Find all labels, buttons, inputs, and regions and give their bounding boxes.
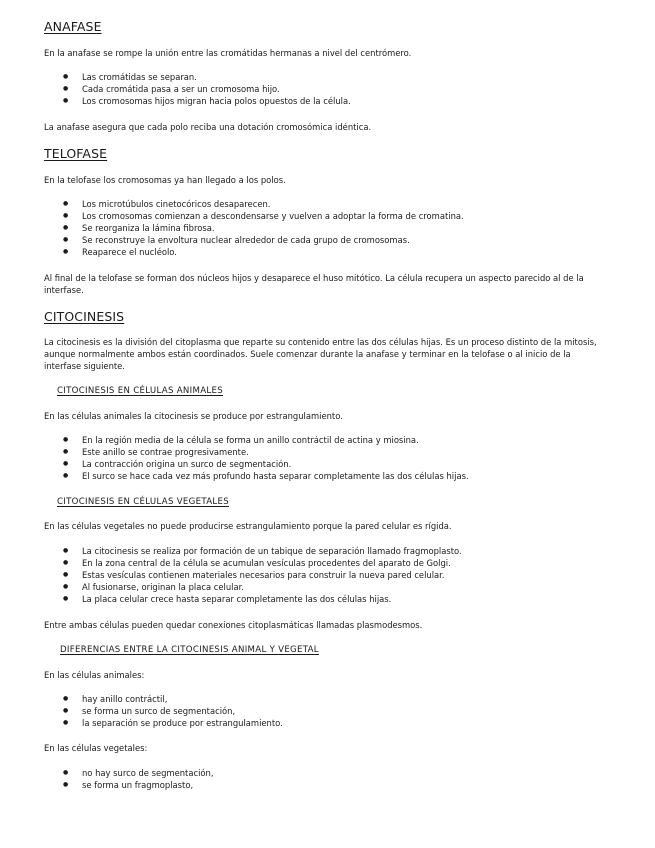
list-item: ● La citocinesis se realiza por formación de un tabique de separación llamado fragmoplasto.: [44, 545, 609, 557]
list-item: ● se forma un fragmoplasto,: [44, 779, 609, 791]
list-item: ● no hay surco de segmentación,: [44, 767, 609, 779]
citocinesis-vegetales-intro: En las células vegetales no puede producirse estrangulamiento porque la pared celular es rígida.: [44, 521, 452, 531]
diferencias-animales-intro: En las células animales:: [44, 670, 145, 680]
list-item: ● Al fusionarse, originan la placa celular.: [44, 581, 609, 593]
list-item: ● Cada cromátida pasa a ser un cromosoma hijo.: [44, 83, 609, 95]
list-item: ● Se reorganiza la lámina fibrosa.: [44, 222, 609, 234]
anafase-heading: ANAFASE: [44, 19, 102, 34]
telofase-list: [44, 198, 609, 258]
list-item: ● se forma un surco de segmentación,: [44, 705, 609, 717]
list-item: ● Se reconstruye la envoltura nuclear alrededor de cada grupo de cromosomas.: [44, 234, 609, 246]
list-item: ● En la zona central de la célula se acumulan vesículas procedentes del aparato de Golgi.: [44, 557, 609, 569]
diferencias-heading: DIFERENCIAS ENTRE LA CITOCINESIS ANIMAL Y VEGETAL: [60, 645, 319, 655]
telofase-conclusion: Al final de la telofase se forman dos núcleos hijos y desaparece el huso mitótico. La célula recupera un aspecto parecido al de la interfase.: [44, 273, 584, 295]
list-item: ● En la región media de la célula se forma un anillo contráctil de actina y miosina.: [44, 434, 609, 446]
citocinesis-animales-intro: En las células animales la citocinesis se produce por estrangulamiento.: [44, 411, 343, 421]
list-item: ● Estas vesículas contienen materiales necesarios para construir la nueva pared celular.: [44, 569, 609, 581]
list-item: ● Los microtúbulos cinetocóricos desaparecen.: [44, 198, 609, 210]
diferencias-animales-list: [44, 693, 609, 729]
list-item: ● El surco se hace cada vez más profundo hasta separar completamente las dos células hijas.: [44, 470, 609, 482]
list-item: ● Las cromátidas se separan.: [44, 71, 609, 83]
list-item: ● Los cromosomas hijos migran hacia polos opuestos de la célula.: [44, 95, 609, 107]
anafase-conclusion: La anafase asegura que cada polo reciba una dotación cromosómica idéntica.: [44, 122, 372, 132]
list-item: ● Los cromosomas comienzan a descondensarse y vuelven a adoptar la forma de cromatina.: [44, 210, 609, 222]
list-item: ● La contracción origina un surco de segmentación.: [44, 458, 609, 470]
list-item: ● Este anillo se contrae progresivamente.: [44, 446, 609, 458]
list-item: ● La placa celular crece hasta separar completamente las dos células hijas.: [44, 593, 609, 605]
telofase-intro: En la telofase los cromosomas ya han llegado a los polos.: [44, 175, 286, 185]
list-item: ● la separación se produce por estrangulamiento.: [44, 717, 609, 729]
anafase-intro: En la anafase se rompe la unión entre las cromátidas hermanas a nivel del centrómero.: [44, 48, 412, 58]
citocinesis-animales-list: [44, 434, 609, 482]
anafase-list: [44, 71, 609, 107]
citocinesis-heading: CITOCINESIS: [44, 309, 125, 324]
diferencias-vegetales-list: [44, 767, 609, 791]
citocinesis-vegetales-list: [44, 545, 609, 605]
list-item: ● Reaparece el nucléolo.: [44, 246, 609, 258]
diferencias-vegetales-intro: En las células vegetales:: [44, 743, 148, 753]
citocinesis-vegetales-heading: CITOCINESIS EN CÉLULAS VEGETALES: [57, 497, 229, 507]
citocinesis-animales-heading: CITOCINESIS EN CÉLULAS ANIMALES: [57, 386, 223, 396]
citocinesis-vegetales-conclusion: Entre ambas células pueden quedar conexiones citoplasmáticas llamadas plasmodesmos.: [44, 620, 423, 630]
citocinesis-intro: La citocinesis es la división del citoplasma que reparte su contenido entre las dos células hijas. Es un proceso distinto de la mitosis, aunque normalmente ambos están coordinados. Suele comenzar durante la anafase y terminar en la telofase o al inicio de la interfase siguiente.: [44, 337, 597, 371]
telofase-heading: TELOFASE: [44, 146, 108, 161]
list-item: ● hay anillo contráctil,: [44, 693, 609, 705]
